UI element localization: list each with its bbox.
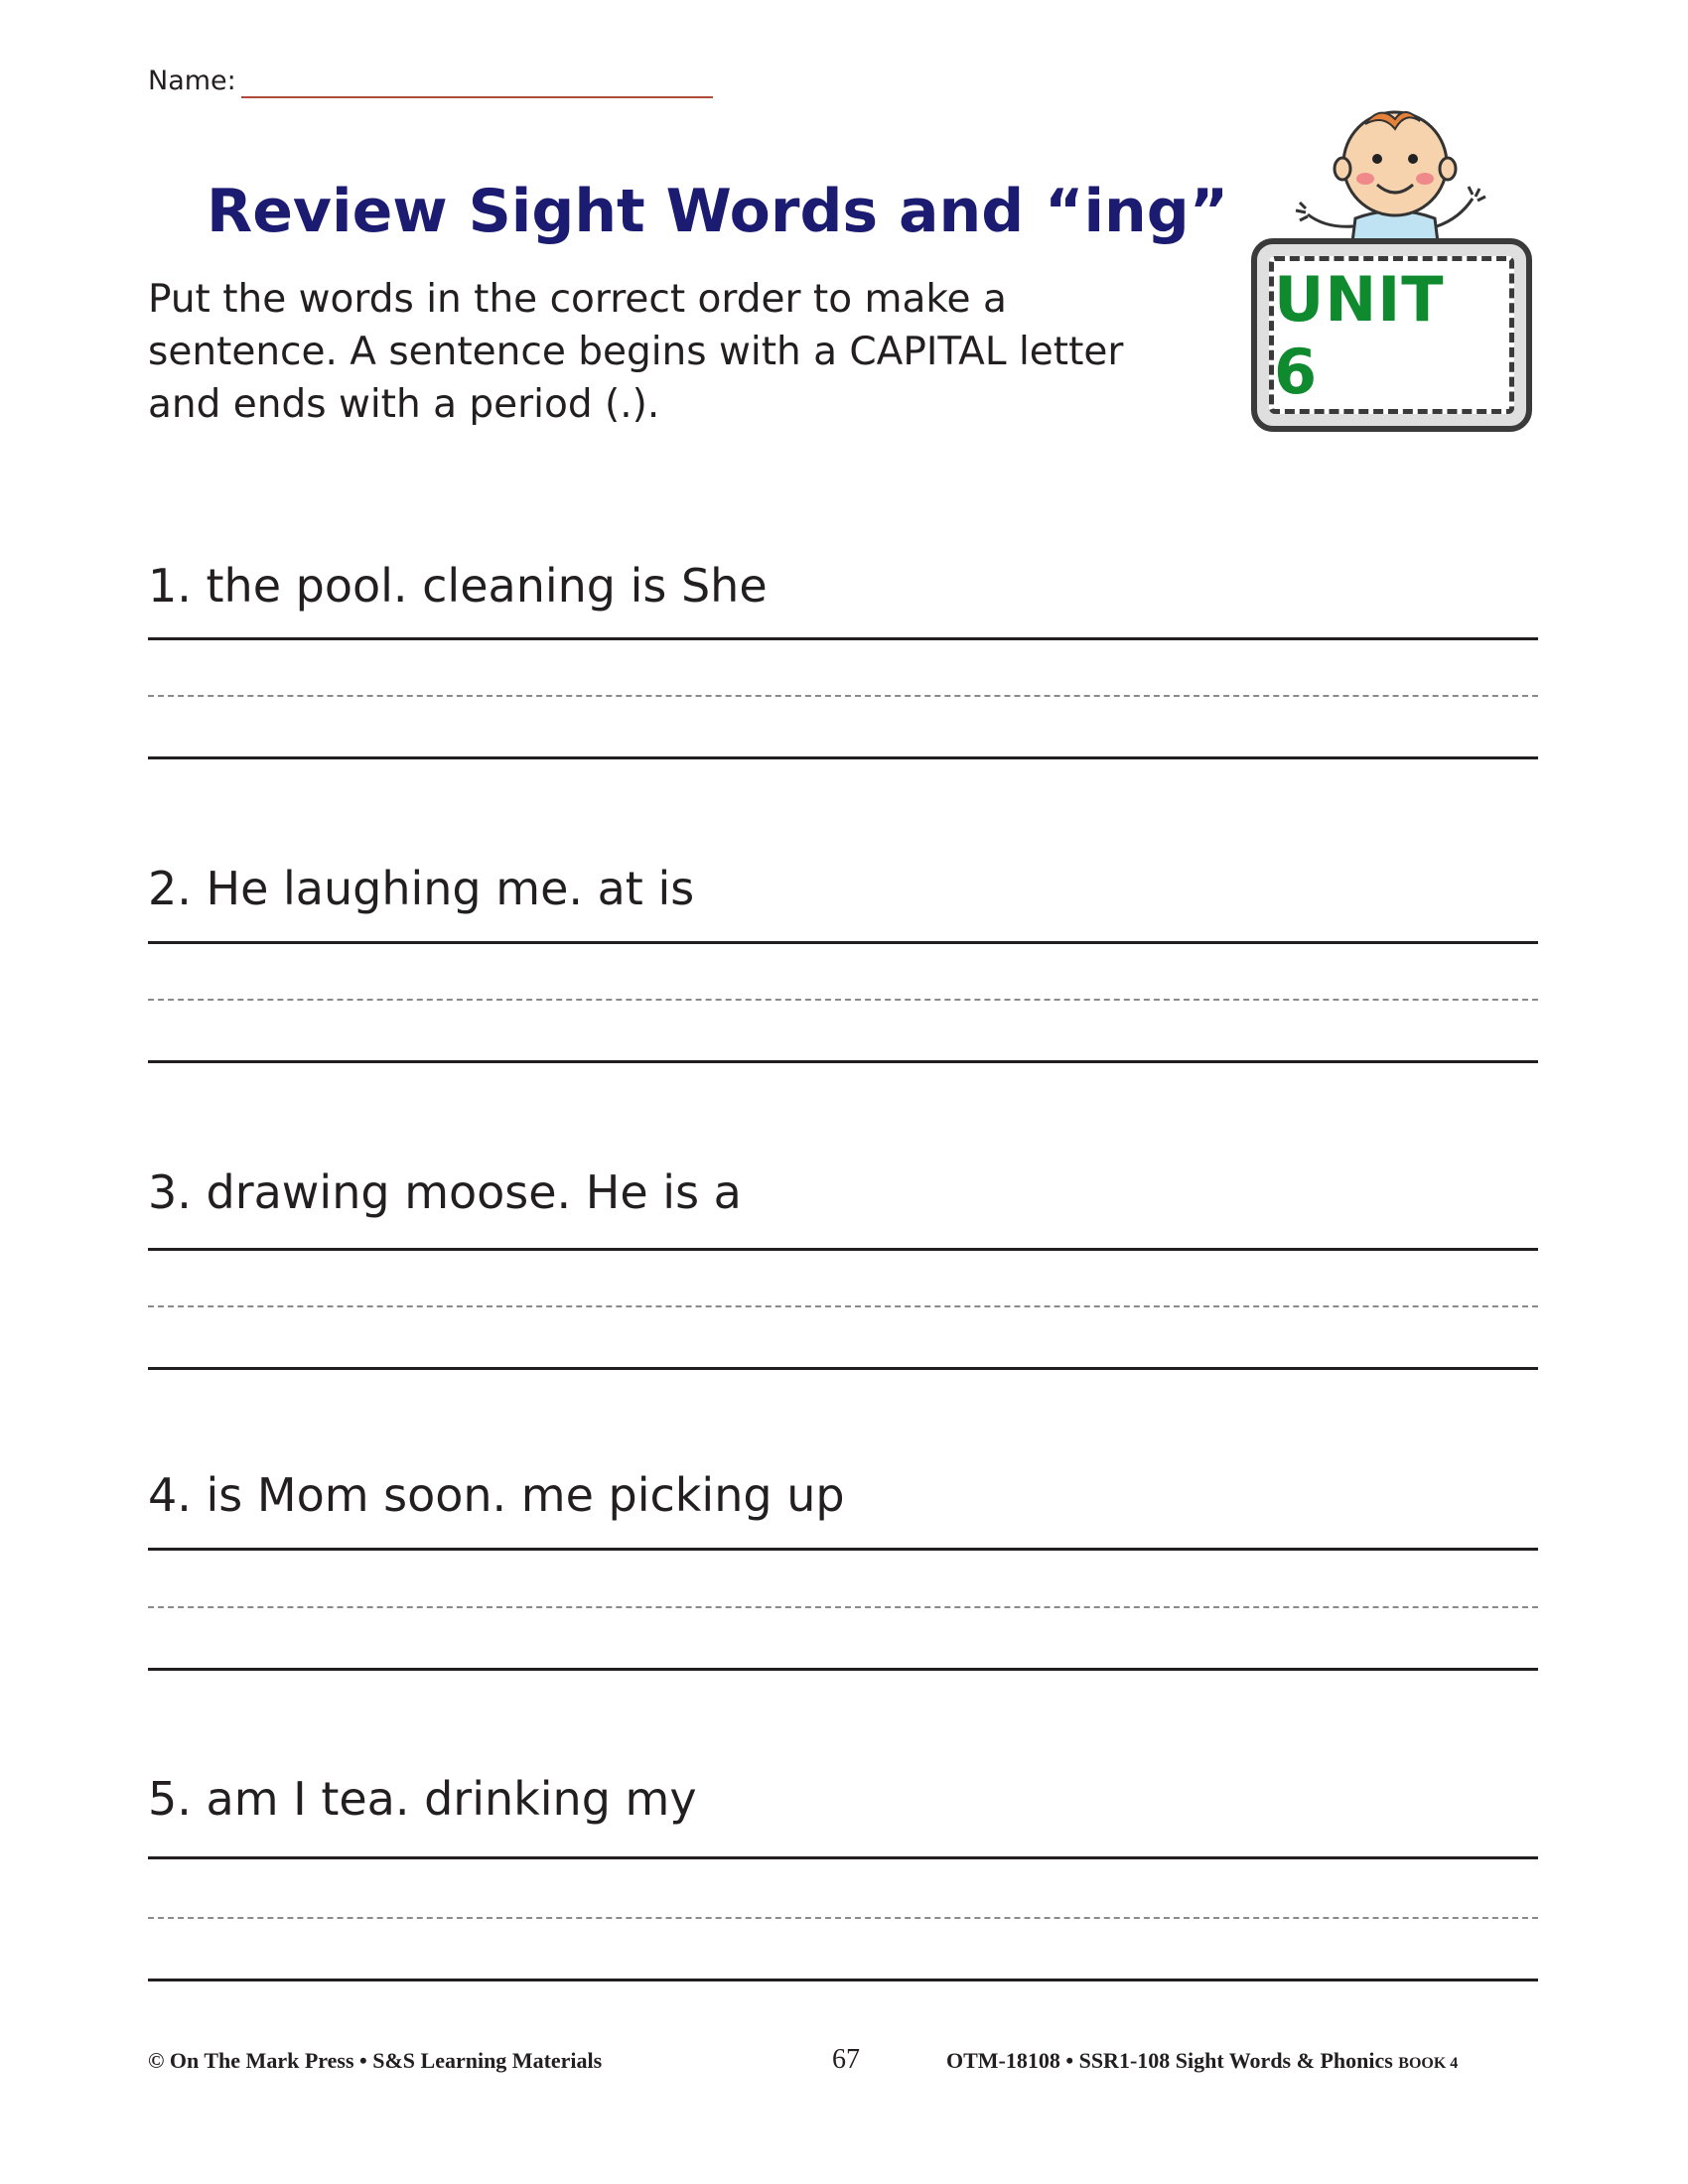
answer-mid-line	[148, 1305, 1538, 1307]
name-line[interactable]	[241, 96, 713, 98]
footer-book: BOOK 4	[1398, 2055, 1459, 2072]
page-number: 67	[832, 2044, 860, 2075]
footer-copyright: © On The Mark Press • S&S Learning Materials	[148, 2048, 603, 2073]
unit-sign	[1251, 238, 1532, 432]
answer-base-line[interactable]	[148, 1367, 1538, 1370]
question-text: 3. drawing moose. He is a	[148, 1165, 742, 1219]
answer-top-line[interactable]	[148, 1548, 1538, 1551]
answer-top-line[interactable]	[148, 1248, 1538, 1251]
answer-base-line[interactable]	[148, 1979, 1538, 1981]
answer-mid-line	[148, 695, 1538, 697]
answer-top-line[interactable]	[148, 637, 1538, 640]
answer-mid-line	[148, 1917, 1538, 1919]
boy-cartoon-icon	[1246, 99, 1544, 258]
unit-label: UNIT 6	[1274, 262, 1445, 408]
question-text: 2. He laughing me. at is	[148, 862, 695, 915]
answer-mid-line	[148, 1606, 1538, 1608]
unit-badge	[1246, 99, 1544, 447]
answer-base-line[interactable]	[148, 756, 1538, 759]
question-text: 4. is Mom soon. me picking up	[148, 1468, 845, 1522]
answer-top-line[interactable]	[148, 1856, 1538, 1859]
unit-sign-inner	[1269, 256, 1514, 414]
footer-product-code: OTM-18108 • SSR1-108 Sight Words & Phonics	[946, 2048, 1393, 2073]
answer-mid-line	[148, 999, 1538, 1001]
name-row	[148, 66, 236, 96]
question-text: 5. am I tea. drinking my	[148, 1772, 697, 1826]
answer-base-line[interactable]	[148, 1060, 1538, 1063]
question-text: 1. the pool. cleaning is She	[148, 559, 768, 613]
instructions: Put the words in the correct order to make a sentence. A sentence begins with a CAPITAL letter and ends with a period (.).	[148, 277, 1124, 427]
page-title: Review Sight Words and “ing”	[207, 177, 1229, 246]
answer-base-line[interactable]	[148, 1668, 1538, 1671]
answer-top-line[interactable]	[148, 941, 1538, 944]
name-label: Name:	[148, 66, 236, 96]
footer-product	[946, 2048, 1458, 2074]
